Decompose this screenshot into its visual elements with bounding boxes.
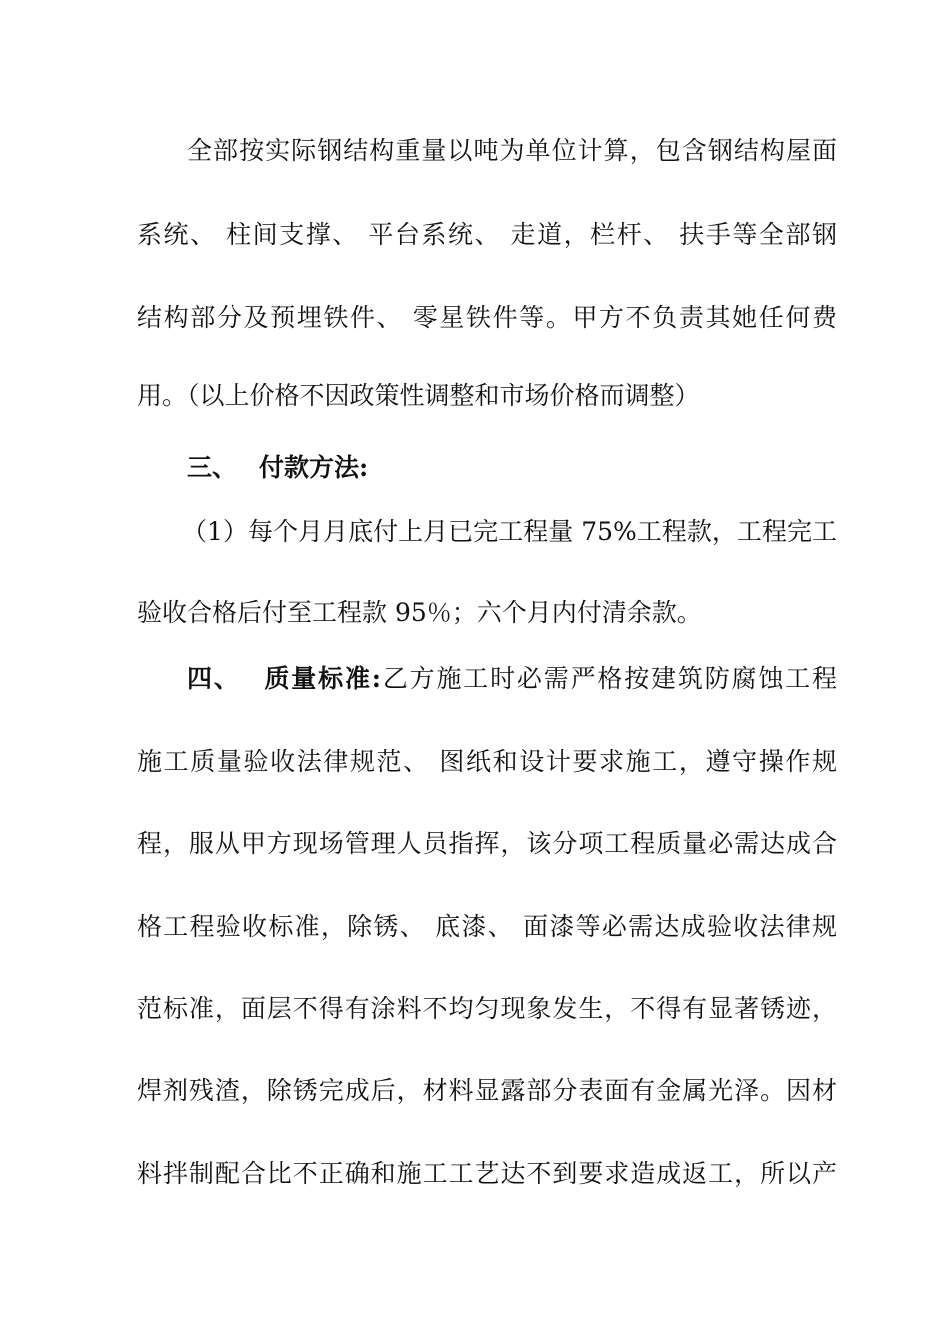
section4-number: 四、 [187,664,241,693]
section4-line3: 程，服从甲方现场管理人员指挥，该分项工程质量必需达成合 [137,829,837,858]
section3-line1: （1）每个月月底付上月已完工程量 75%工程款，工程完工 [182,517,837,546]
section3-line2: 验收合格后付至工程款 95％；六个月内付清余款。 [137,598,702,627]
section4-line4: 格工程验收标准，除锈、 底漆、 面漆等必需达成验收法律规 [137,912,837,941]
paragraph1-line3: 结构部分及预埋铁件、 零星铁件等。甲方不负责其她任何费 [137,303,837,332]
paragraph1-line2: 系统、 柱间支撑、 平台系统、 走道，栏杆、 扶手等全部钢 [137,220,837,249]
section4-line1-rest: 乙方施工时必需严格按建筑防腐蚀工程 [381,664,837,693]
paragraph1-line4: 用。（以上价格不因政策性调整和市场价格而调整） [137,381,700,410]
section3-number: 三、 [187,453,238,482]
section4-heading-line [187,663,837,695]
section3-title: 付款方法: [259,453,369,482]
section4-line7: 料拌制配合比不正确和施工工艺达不到要求造成返工，所以产 [137,1159,837,1188]
section4-line6: 焊剂残渣，除锈完成后，材料显露部分表面有金属光泽。因材 [137,1076,837,1105]
section4-line2: 施工质量验收法律规范、 图纸和设计要求施工，遵守操作规 [137,747,837,776]
paragraph1-line1: 全部按实际钢结构重量以吨为单位计算，包含钢结构屋面 [187,136,837,165]
section3-heading [187,452,837,484]
section4-title: 质量标准: [262,664,381,693]
section4-line5: 范标准，面层不得有涂料不均匀现象发生，不得有显著锈迹， [137,994,837,1023]
